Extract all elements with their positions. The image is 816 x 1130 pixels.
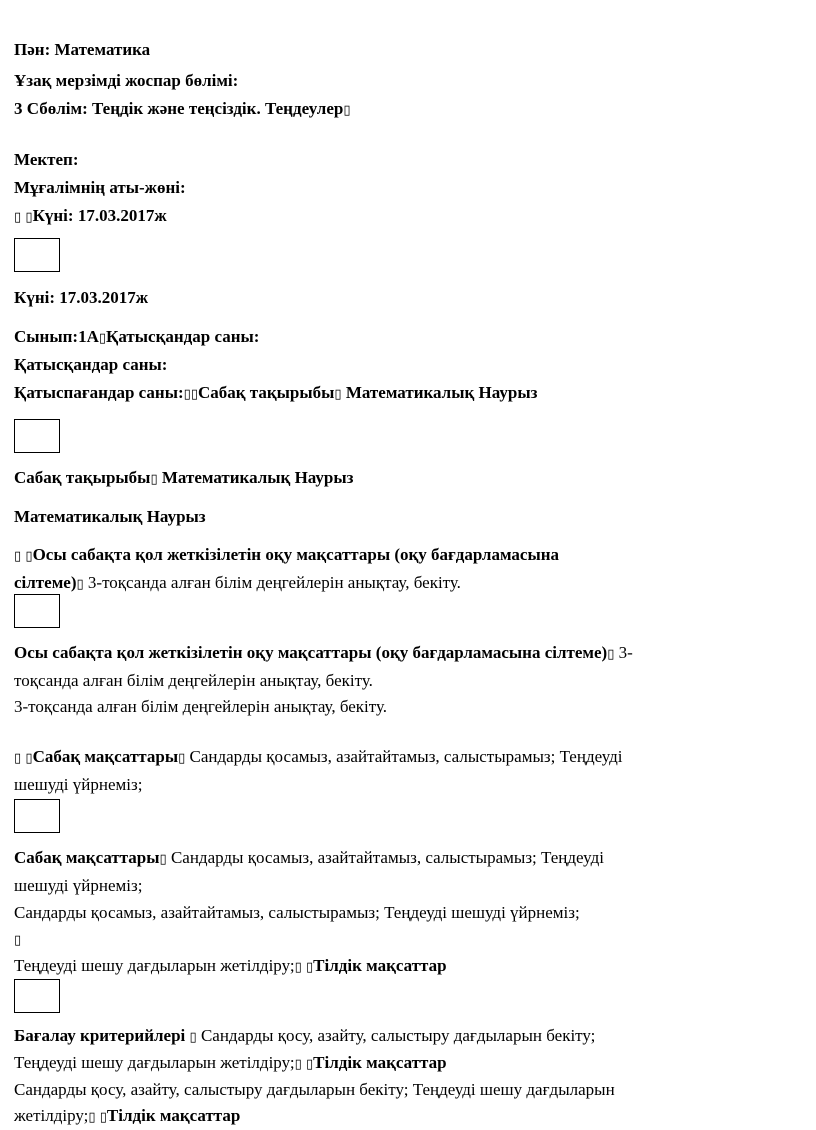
lang-goals2-label: Тілдік мақсаттар (313, 1053, 447, 1072)
missing-glyph-icon: ▯ (334, 387, 342, 402)
criteria2-cont-line (14, 1106, 240, 1128)
image-placeholder-box (14, 799, 60, 833)
missing-glyph-icon: ▯ (294, 960, 302, 975)
section-line (14, 99, 350, 121)
lesson-goals-line (14, 747, 623, 769)
missing-glyph-icon: ▯ (14, 933, 22, 948)
objectives-bold-2: сілтеме) (14, 573, 77, 592)
missing-glyph-icon: ▯ (607, 647, 615, 662)
image-placeholder-box (14, 979, 60, 1013)
objectives3-line: 3-тоқсанда алған білім деңгейлерін анықтау, бекіту. (14, 697, 388, 716)
objectives-line-1 (14, 545, 559, 567)
lesson-goals2-cont-line: шешуді үйрнеміз; (14, 876, 143, 895)
objectives-text-1: Осы сабақта қол жеткізілетін оқу мақсаттары (оқу бағдарламасына (32, 545, 560, 564)
lesson-goals2-line (14, 848, 604, 870)
topic-value-inline: Математикалық Наурыз (341, 383, 538, 402)
objectives-text-2: 3-тоқсанда алған білім деңгейлерін анықтау, бекіту. (83, 573, 461, 592)
lesson-goals2-text: Сандарды қосамыз, азайтайтамыз, салыстырамыз; Теңдеуді (166, 848, 604, 867)
lesson-goals-cont-line: шешуді үйрнеміз; (14, 775, 143, 794)
subject-line: Пән: Математика (14, 40, 151, 59)
attendees-inline-text: Қатысқандар саны: (106, 327, 260, 346)
date-line: Күні: 17.03.2017ж (14, 288, 149, 307)
lesson-goals2-label: Сабақ мақсаттары (14, 848, 160, 867)
criteria2-cont-text: жетілдіру; (14, 1106, 89, 1125)
class-line (14, 327, 259, 349)
missing-glyph-icon: ▯ (343, 103, 351, 118)
missing-glyph-icon: ▯ (305, 1057, 314, 1072)
criteria-text: Сандарды қосу, азайту, салыстыру дағдыларын бекіту; (196, 1026, 596, 1045)
teacher-line: Мұғалімнің аты-жөні: (14, 178, 186, 197)
objectives2-line (14, 643, 633, 665)
criteria2-line: Сандарды қосу, азайту, салыстыру дағдыларын бекіту; Теңдеуді шешу дағдыларын (14, 1080, 615, 1099)
school-line: Мектеп: (14, 150, 79, 169)
section-text: 3 Сбөлім: Теңдік және теңсіздік. Теңдеулер (14, 99, 344, 118)
missing-glyph-icon: ▯ (14, 549, 22, 564)
missing-glyph-icon: ▯ (305, 960, 314, 975)
lesson-goals-text: Сандарды қосамыз, азайтайтамыз, салыстырамыз; Теңдеуді (185, 747, 623, 766)
missing-glyph-icon: ▯ (25, 549, 33, 564)
missing-glyph-icon: ▯ (190, 387, 198, 402)
topic-only-line: Математикалық Наурыз (14, 507, 206, 526)
glyph-only-line (14, 929, 21, 951)
missing-glyph-icon: ▯ (25, 210, 33, 225)
lang-goals-label: Тілдік мақсаттар (313, 956, 447, 975)
lesson-goals3-line: Сандарды қосамыз, азайтайтамыз, салыстырамыз; Теңдеуді шешуді үйрнеміз; (14, 903, 580, 922)
skills-text: Теңдеуді шешу дағдыларын жетілдіру; (14, 956, 295, 975)
objectives2-bold: Осы сабақта қол жеткізілетін оқу мақсаттары (оқу бағдарламасына сілтеме) (14, 643, 608, 662)
missing-glyph-icon: ▯ (14, 210, 22, 225)
image-placeholder-box (14, 594, 60, 628)
class-text: Сынып:1А (14, 327, 99, 346)
date-line-with-glyphs (14, 206, 167, 228)
criteria-label: Бағалау критерийлері (14, 1026, 186, 1045)
missing-glyph-icon: ▯ (183, 387, 191, 402)
topic-line (14, 468, 354, 490)
lang-goals3-label: Тілдік мақсаттар (106, 1106, 241, 1125)
criteria-cont-line (14, 1053, 447, 1075)
objectives-line-2 (14, 573, 461, 595)
missing-glyph-icon: ▯ (294, 1057, 302, 1072)
missing-glyph-icon: ▯ (189, 1030, 197, 1045)
missing-glyph-icon: ▯ (14, 751, 22, 766)
absent-line (14, 383, 537, 405)
skills-line (14, 956, 447, 978)
topic-value: Математикалық Наурыз (157, 468, 354, 487)
attendees-line: Қатысқандар саны: (14, 355, 168, 374)
missing-glyph-icon: ▯ (76, 577, 84, 592)
criteria-line (14, 1026, 595, 1048)
topic-label: Сабақ тақырыбы (14, 468, 151, 487)
absent-text: Қатыспағандар саны: (14, 383, 184, 402)
topic-label-inline: Сабақ тақырыбы (197, 383, 335, 402)
criteria-cont-text: Теңдеуді шешу дағдыларын жетілдіру; (14, 1053, 295, 1072)
missing-glyph-icon: ▯ (99, 1110, 107, 1125)
date-text: Күні: 17.03.2017ж (32, 206, 167, 225)
missing-glyph-icon: ▯ (178, 751, 186, 766)
missing-glyph-icon: ▯ (159, 852, 167, 867)
missing-glyph-icon: ▯ (150, 472, 158, 487)
long-term-plan-line: Ұзақ мерзімді жоспар бөлімі: (14, 71, 239, 90)
objectives2-text: 3- (614, 643, 633, 662)
missing-glyph-icon: ▯ (25, 751, 33, 766)
image-placeholder-box (14, 419, 60, 453)
missing-glyph-icon: ▯ (98, 331, 107, 346)
lesson-goals-label: Сабақ мақсаттары (32, 747, 179, 766)
objectives2-cont-line: тоқсанда алған білім деңгейлерін анықтау, бекіту. (14, 671, 373, 690)
missing-glyph-icon: ▯ (88, 1110, 96, 1125)
image-placeholder-box (14, 238, 60, 272)
